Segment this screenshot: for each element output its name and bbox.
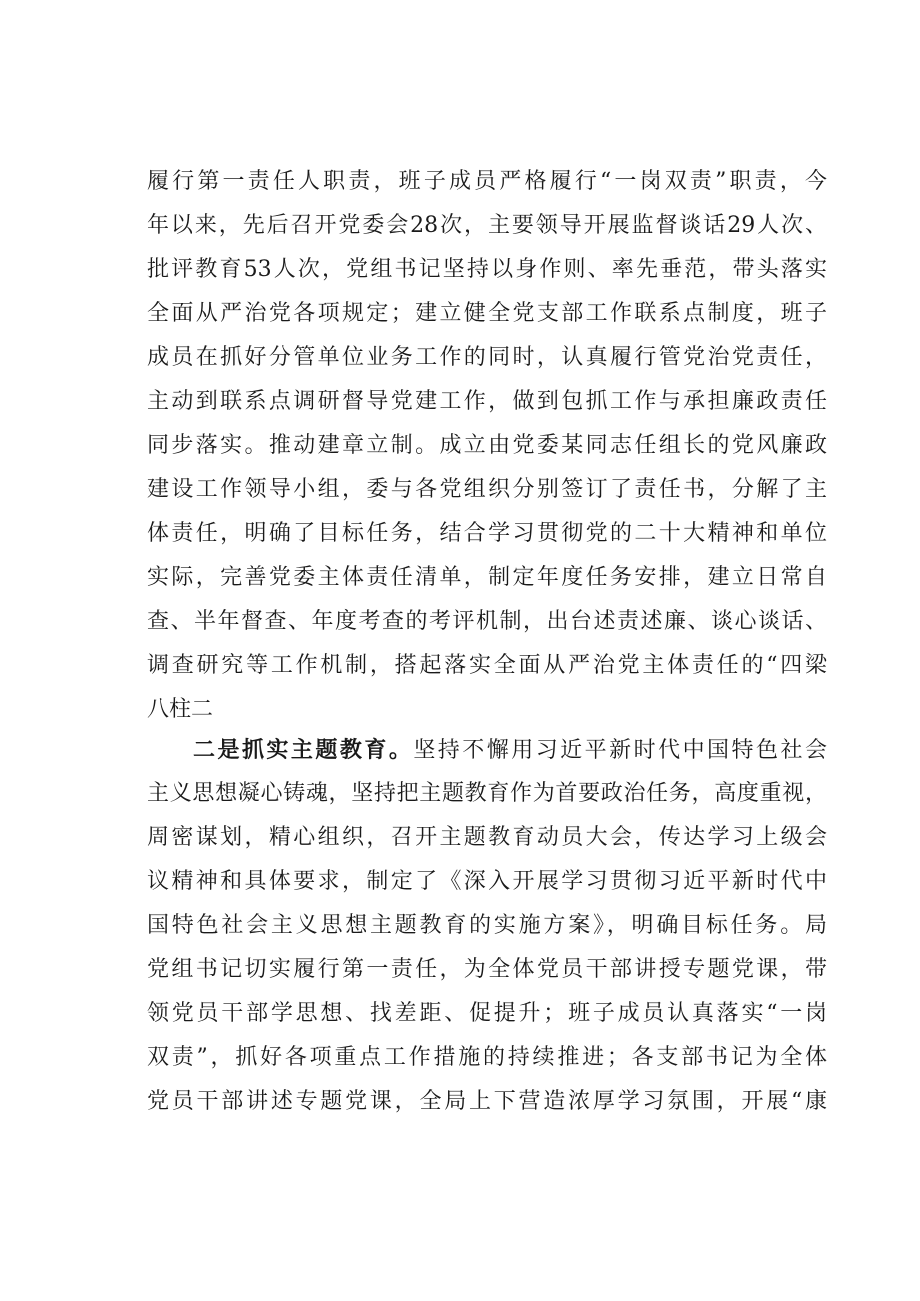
paragraph2-line: 议精神和具体要求，制定了《深入开展学习贯彻习近平新时代中 [147, 869, 827, 894]
paragraph1-line: 批评教育53人次，党组书记坚持以身作则、率先垂范，带头落实 [147, 257, 827, 282]
paragraph2-line: 党员干部讲述专题党课，全局上下营造浓厚学习氛围，开展“康 [147, 1089, 827, 1114]
paragraph2-heading: 二是抓实主题教育。 [193, 737, 414, 763]
paragraph1-line: 八柱二 [147, 697, 214, 722]
paragraph1-line: 主动到联系点调研督导党建工作，做到包抓工作与承担廉政责任 [147, 389, 827, 414]
paragraph2-line: 国特色社会主义思想主题教育的实施方案》，明确目标任务。局 [147, 913, 827, 938]
paragraph1-line: 同步落实。推动建章立制。成立由党委某同志任组长的党风廉政 [147, 433, 827, 458]
paragraph1-line: 实际，完善党委主体责任清单，制定年度任务安排，建立日常自 [147, 565, 827, 590]
paragraph2-line: 领党员干部学思想、找差距、促提升；班子成员认真落实“一岗 [147, 1001, 827, 1026]
paragraph1-line: 体责任，明确了目标任务，结合学习贯彻党的二十大精神和单位 [147, 521, 827, 546]
paragraph2-first-line-text: 坚持不懈用习近平新时代中国特色社会 [413, 738, 827, 763]
paragraph1-line: 成员在抓好分管单位业务工作的同时，认真履行管党治党责任， [147, 345, 827, 370]
paragraph2-line: 周密谋划，精心组织，召开主题教育动员大会，传达学习上级会 [147, 825, 827, 850]
paragraph1-line: 建设工作领导小组，委与各党组织分别签订了责任书，分解了主 [147, 477, 827, 502]
paragraph2-first-line [193, 730, 827, 770]
paragraph1-line: 全面从严治党各项规定；建立健全党支部工作联系点制度，班子 [147, 301, 827, 326]
paragraph1-line: 年以来，先后召开党委会28次，主要领导开展监督谈话29人次、 [147, 213, 827, 238]
paragraph2-line: 双责”，抓好各项重点工作措施的持续推进；各支部书记为全体 [147, 1045, 827, 1070]
paragraph1-line: 查、半年督查、年度考查的考评机制，出台述责述廉、谈心谈话、 [147, 609, 827, 634]
paragraph2-line: 党组书记切实履行第一责任，为全体党员干部讲授专题党课，带 [147, 957, 827, 982]
paragraph1-line: 调查研究等工作机制，搭起落实全面从严治党主体责任的“四梁 [147, 653, 827, 678]
paragraph1-line: 履行第一责任人职责，班子成员严格履行“一岗双责”职责，今 [147, 169, 827, 194]
paragraph2-line: 主义思想凝心铸魂，坚持把主题教育作为首要政治任务，高度重视， [147, 781, 827, 806]
